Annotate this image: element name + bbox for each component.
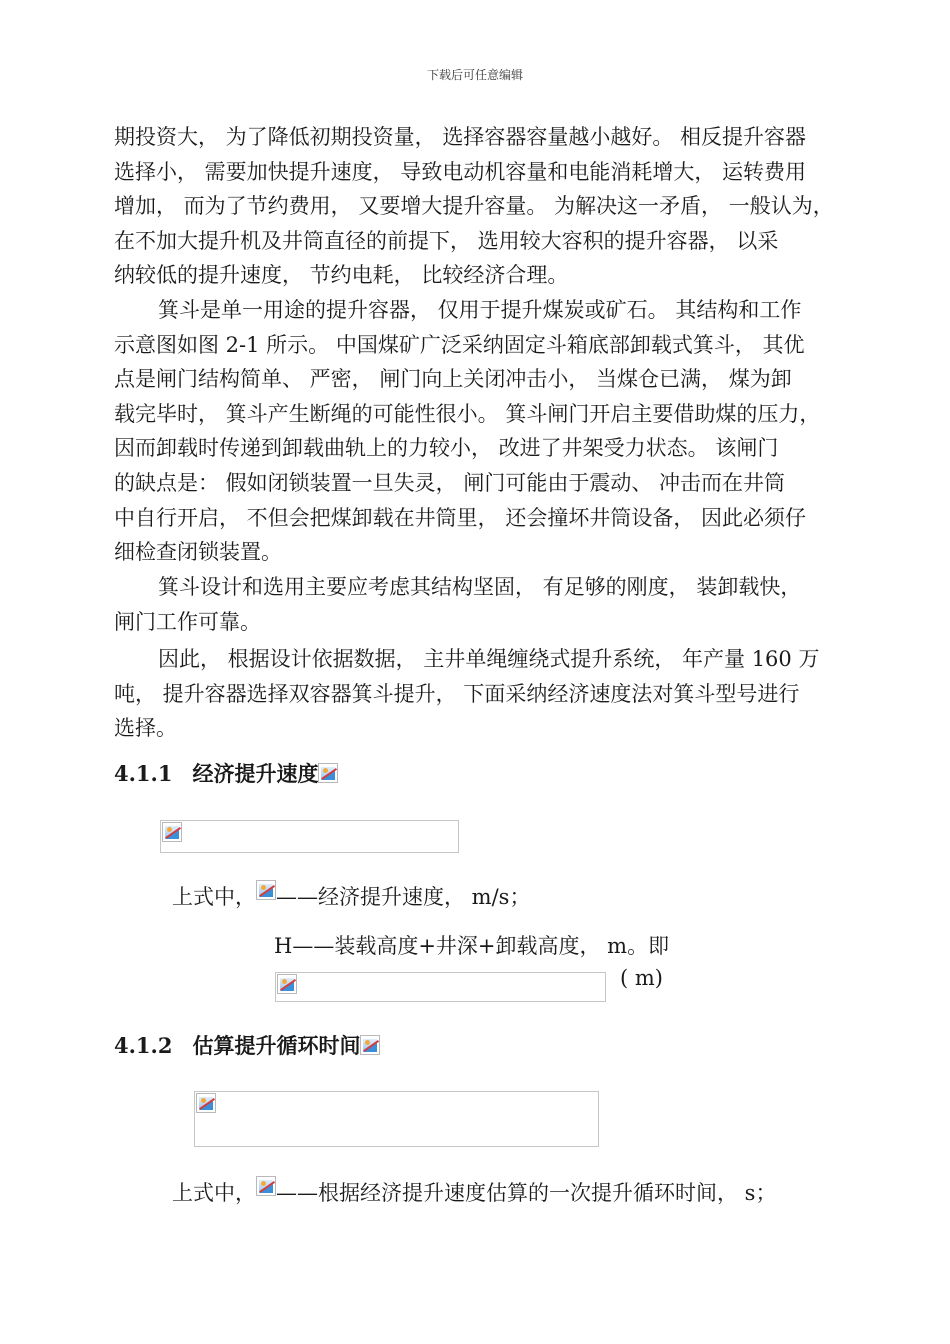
where-desc: ——经济提升速度， m/s；	[276, 885, 531, 909]
section-number: 4.1.1	[114, 761, 173, 786]
where-prefix: 上式中，	[172, 1181, 256, 1205]
text-line: 选择小， 需要加快提升速度， 导致电动机容量和电能消耗增大， 运转费用	[114, 159, 807, 184]
paragraph-3	[114, 570, 864, 639]
text-line: 点是闸门结构简单、 严密， 闸门向上关闭冲击小， 当煤仓已满， 煤为卸	[114, 367, 792, 392]
section-title: 经济提升速度	[192, 762, 319, 786]
section-number: 4.1.2	[114, 1033, 173, 1058]
broken-image-icon	[318, 763, 338, 783]
height-definition: H——装载高度+井深+卸载高度， m。即	[274, 934, 670, 958]
unit-label: ( m)	[620, 966, 663, 990]
formula-where-line-1	[172, 880, 530, 911]
text-line: 的缺点是： 假如闭锁装置一旦失灵， 闸门可能由于震动、 冲击而在井筒	[114, 470, 786, 495]
broken-image-icon	[360, 1035, 380, 1055]
text-line: 载完毕时， 箕斗产生断绳的可能性很小。 箕斗闸门开启主要借助煤的压力，	[114, 401, 821, 426]
text-line: 因此， 根据设计依据数据， 主井单绳缠绕式提升系统， 年产量 160 万	[158, 647, 820, 671]
where-desc: ——根据经济提升速度估算的一次提升循环时间， s；	[276, 1181, 777, 1205]
text-line: 吨， 提升容器选择双容器箕斗提升， 下面采纳经济速度法对箕斗型号进行	[114, 681, 800, 706]
paragraph-4	[114, 642, 864, 746]
text-line: 细检查闭锁装置。	[114, 540, 282, 565]
text-line: 中自行开启， 不但会把煤卸载在井筒里， 还会撞坏井筒设备， 因此必须仔	[114, 505, 807, 530]
text-line: 示意图如图 2-1 所示。 中国煤矿广泛采纳固定斗箱底部卸载式箕斗， 其优	[114, 332, 805, 357]
section-heading-4-1-1	[114, 758, 338, 788]
text-line: 箕斗是单一用途的提升容器， 仅用于提升煤炭或矿石。 其结构和工作	[158, 298, 802, 322]
formula-where-line-2	[172, 1176, 776, 1207]
text-line: 纳较低的提升速度， 节约电耗， 比较经济合理。	[114, 263, 569, 288]
broken-image-icon	[196, 1093, 216, 1113]
text-line: 闸门工作可靠。	[114, 609, 261, 634]
text-line: 期投资大， 为了降低初期投资量， 选择容器容量越小越好。 相反提升容器	[114, 125, 807, 149]
broken-image-icon	[256, 880, 276, 900]
formula-image-2	[275, 972, 606, 1002]
broken-image-icon	[162, 822, 182, 842]
text-line: 在不加大提升机及井筒直径的前提下， 选用较大容积的提升容器， 以采	[114, 228, 779, 253]
section-title: 估算提升循环时间	[192, 1034, 361, 1058]
paragraph-1	[114, 120, 864, 293]
broken-image-icon	[277, 974, 297, 994]
text-line: 因而卸载时传递到卸载曲轨上的力较小， 改进了井架受力状态。 该闸门	[114, 436, 779, 461]
formula-image-1	[160, 820, 459, 853]
page-header: 下载后可任意编辑	[426, 68, 523, 82]
paragraph-2	[114, 293, 864, 570]
text-line: 箕斗设计和选用主要应考虑其结构坚固， 有足够的刚度， 装卸载快，	[158, 575, 802, 599]
text-line: 选择。	[114, 716, 177, 741]
where-prefix: 上式中，	[172, 885, 256, 909]
text-line: 增加， 而为了节约费用， 又要增大提升容量。 为解决这一矛盾， 一般认为，	[114, 194, 834, 219]
broken-image-icon	[256, 1176, 276, 1196]
formula-image-3	[194, 1091, 599, 1147]
section-heading-4-1-2	[114, 1030, 380, 1060]
